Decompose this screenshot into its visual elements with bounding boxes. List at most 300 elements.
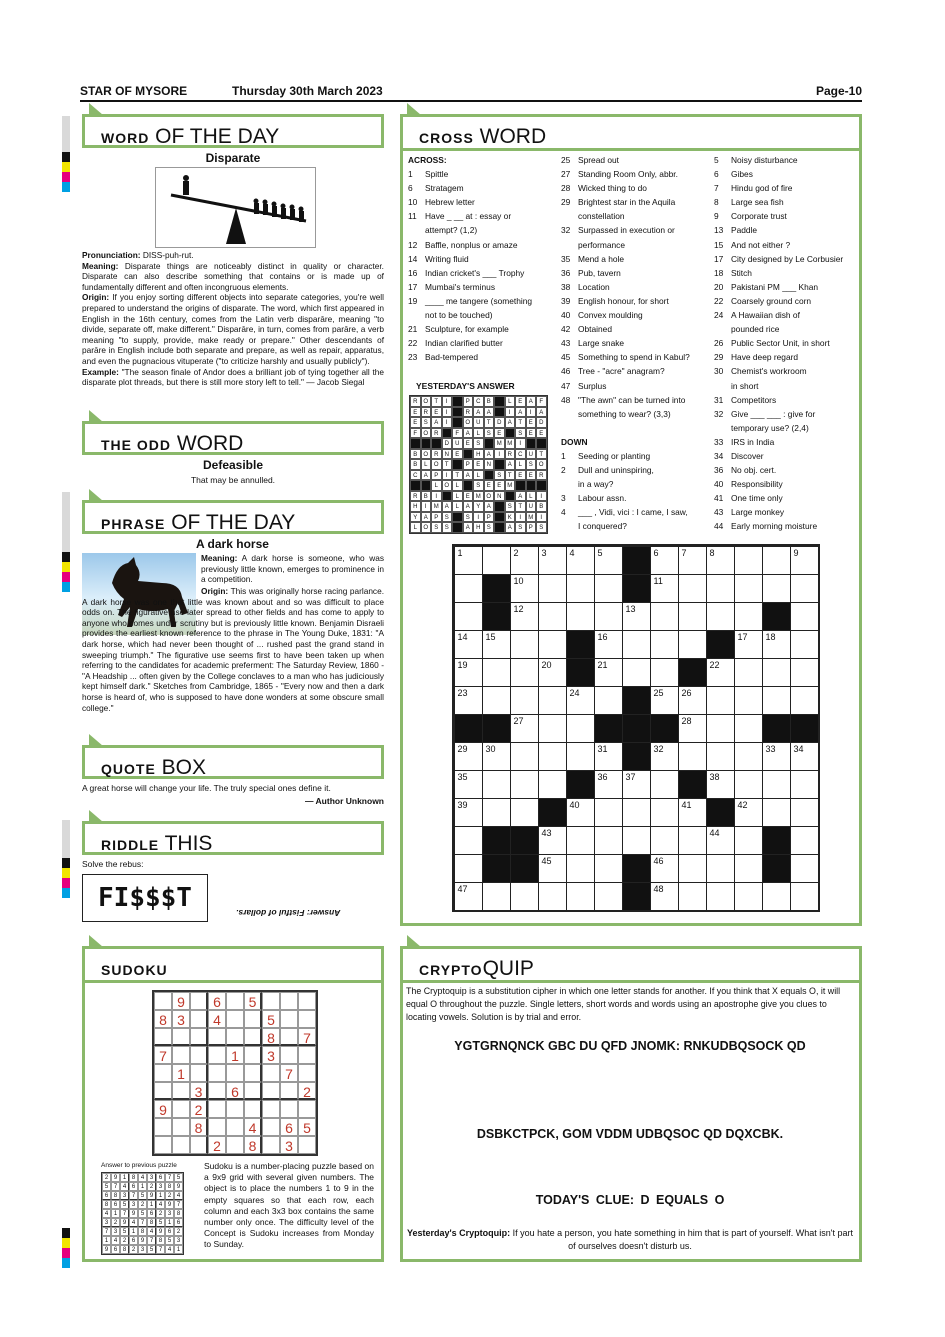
answer-cell: O — [421, 449, 432, 460]
cell-number: 46 — [653, 855, 664, 866]
sudoku-cell[interactable] — [190, 992, 208, 1010]
sudoku-cell[interactable] — [190, 1136, 208, 1154]
answer-cell: L — [452, 480, 463, 491]
sudoku-cell[interactable] — [208, 1064, 226, 1082]
answer-cell — [442, 491, 453, 502]
grid-cell[interactable] — [762, 658, 791, 687]
sudoku-cell[interactable] — [262, 992, 280, 1010]
grid-cell[interactable] — [734, 574, 763, 603]
grid-cell[interactable] — [510, 574, 539, 603]
grid-cell[interactable] — [482, 770, 511, 799]
clue-number — [561, 407, 578, 421]
grid-cell[interactable] — [454, 742, 483, 771]
sudoku-cell[interactable] — [244, 1028, 262, 1046]
grid-cell[interactable] — [594, 826, 623, 855]
grid-cell[interactable] — [790, 770, 819, 799]
grid-cell[interactable] — [762, 742, 791, 771]
previous-cell: 8 — [147, 1218, 156, 1227]
grid-cell[interactable] — [594, 602, 623, 631]
grid-cell[interactable] — [538, 882, 567, 911]
clue-text: Obtained — [578, 324, 612, 335]
previous-cell: 2 — [147, 1182, 156, 1191]
sudoku-cell[interactable] — [172, 1100, 190, 1118]
grid-cell — [762, 714, 791, 743]
sudoku-cell[interactable] — [172, 1136, 190, 1154]
sudoku-cell[interactable] — [172, 1046, 190, 1064]
sudoku-cell[interactable] — [262, 1100, 280, 1118]
grid-cell[interactable] — [734, 854, 763, 883]
sudoku-cell[interactable] — [244, 1100, 262, 1118]
crossword-clues-col1 — [408, 153, 556, 364]
grid-cell[interactable] — [762, 798, 791, 827]
grid-cell[interactable] — [622, 602, 651, 631]
grid-cell[interactable] — [594, 742, 623, 771]
rebus-box — [82, 874, 208, 922]
sudoku-cell[interactable] — [208, 1100, 226, 1118]
sudoku-cell[interactable] — [226, 1136, 244, 1154]
sudoku-cell[interactable] — [154, 1028, 172, 1046]
cryptoquip-yesterday: Yesterday's Cryptoquip: If you hate a person, you hate something in him that is part of yourself. What isn't part of ourselves doesn't disturb us. — [406, 1228, 854, 1251]
answer-cell: M — [494, 438, 505, 449]
grid-cell[interactable] — [510, 686, 539, 715]
clue-item — [714, 449, 859, 463]
previous-cell: 6 — [165, 1227, 174, 1236]
grid-cell[interactable] — [790, 602, 819, 631]
clue-item — [408, 280, 556, 294]
phrase-meaning: Meaning: A dark horse is someone, who was previously little known, emerges to prominence in a competition. — [201, 553, 384, 585]
grid-cell[interactable] — [762, 630, 791, 659]
previous-cell: 9 — [174, 1182, 183, 1191]
grid-cell[interactable] — [790, 742, 819, 771]
grid-cell[interactable] — [790, 798, 819, 827]
answer-cell: A — [515, 407, 526, 418]
grid-cell[interactable] — [510, 882, 539, 911]
sudoku-cell[interactable] — [262, 1064, 280, 1082]
clue-item — [561, 350, 711, 364]
answer-cell: A — [463, 522, 474, 533]
grid-cell[interactable] — [678, 854, 707, 883]
grid-cell[interactable] — [734, 770, 763, 799]
grid-cell[interactable] — [790, 546, 819, 575]
grid-cell[interactable] — [510, 770, 539, 799]
grid-cell[interactable] — [706, 770, 735, 799]
clue-number: 36 — [714, 465, 724, 476]
answer-cell: A — [473, 407, 484, 418]
grid-cell[interactable] — [650, 574, 679, 603]
clue-text: Competitors — [731, 394, 777, 405]
grid-cell[interactable] — [734, 658, 763, 687]
clue-text: attempt? (1,2) — [425, 225, 478, 236]
grid-cell[interactable] — [510, 742, 539, 771]
grid-cell[interactable] — [678, 714, 707, 743]
clue-text: ___ , Vidi, vici : I came, I saw, — [578, 507, 688, 518]
sudoku-cell[interactable] — [280, 1028, 298, 1046]
grid-cell[interactable] — [538, 546, 567, 575]
sudoku-cell[interactable] — [226, 1118, 244, 1136]
answer-cell: I — [536, 512, 547, 523]
grid-cell[interactable] — [790, 574, 819, 603]
answer-cell: S — [536, 522, 547, 533]
clue-text: "The awn" can be turned into — [578, 394, 686, 405]
riddle-box — [82, 821, 384, 855]
previous-cell: 9 — [156, 1227, 165, 1236]
sudoku-cell[interactable] — [298, 1100, 316, 1118]
answer-cell: H — [473, 522, 484, 533]
grid-cell[interactable] — [566, 854, 595, 883]
clue-item — [714, 280, 859, 294]
sudoku-cell[interactable] — [244, 1046, 262, 1064]
grid-cell[interactable] — [510, 798, 539, 827]
sudoku-cell[interactable] — [190, 1010, 208, 1028]
answer-cell — [526, 480, 537, 491]
grid-cell[interactable] — [594, 770, 623, 799]
sudoku-cell[interactable] — [280, 1010, 298, 1028]
answer-cell: L — [452, 501, 463, 512]
clue-text: Wicked thing to do — [578, 183, 647, 194]
cell-number: 32 — [653, 743, 664, 754]
grid-cell[interactable] — [622, 630, 651, 659]
grid-cell[interactable] — [790, 854, 819, 883]
previous-cell: 8 — [165, 1182, 174, 1191]
previous-cell: 4 — [147, 1227, 156, 1236]
clue-number: 46 — [561, 366, 571, 377]
grid-cell[interactable] — [622, 798, 651, 827]
sudoku-cell[interactable] — [280, 1082, 298, 1100]
grid-cell[interactable] — [678, 798, 707, 827]
grid-cell[interactable] — [454, 826, 483, 855]
clue-item — [714, 167, 859, 181]
grid-cell[interactable] — [538, 714, 567, 743]
grid-cell[interactable] — [650, 742, 679, 771]
grid-cell[interactable] — [678, 546, 707, 575]
previous-cell: 8 — [102, 1200, 111, 1209]
answer-cell: L — [421, 459, 432, 470]
grid-cell[interactable] — [650, 826, 679, 855]
grid-cell[interactable] — [454, 602, 483, 631]
grid-cell[interactable] — [454, 546, 483, 575]
sudoku-cell[interactable] — [226, 992, 244, 1010]
grid-cell[interactable] — [454, 630, 483, 659]
grid-cell[interactable] — [762, 882, 791, 911]
grid-cell[interactable] — [566, 798, 595, 827]
grid-cell[interactable] — [538, 574, 567, 603]
grid-cell[interactable] — [650, 686, 679, 715]
grid-cell[interactable] — [454, 574, 483, 603]
grid-cell[interactable] — [706, 602, 735, 631]
grid-cell[interactable] — [650, 658, 679, 687]
clue-number: 44 — [714, 521, 724, 532]
cell-number: 33 — [765, 743, 776, 754]
grid-cell[interactable] — [594, 658, 623, 687]
grid-cell[interactable] — [622, 658, 651, 687]
grid-cell[interactable] — [482, 658, 511, 687]
grid-cell[interactable] — [622, 770, 651, 799]
sudoku-cell[interactable] — [154, 1064, 172, 1082]
grid-cell[interactable] — [762, 770, 791, 799]
grid-cell[interactable] — [454, 798, 483, 827]
clue-item — [561, 407, 711, 421]
sudoku-cell[interactable] — [244, 1064, 262, 1082]
grid-cell[interactable] — [650, 630, 679, 659]
grid-cell[interactable] — [734, 602, 763, 631]
cell-number: 26 — [681, 687, 692, 698]
answer-cell: O — [421, 396, 432, 407]
grid-cell[interactable] — [566, 602, 595, 631]
grid-cell[interactable] — [790, 630, 819, 659]
sudoku-cell[interactable] — [208, 1046, 226, 1064]
grid-cell — [650, 714, 679, 743]
grid-cell — [594, 714, 623, 743]
grid-cell[interactable] — [650, 546, 679, 575]
grid-cell[interactable] — [538, 770, 567, 799]
sudoku-cell[interactable] — [244, 1082, 262, 1100]
previous-cell: 9 — [138, 1236, 147, 1245]
sudoku-cell[interactable] — [172, 1082, 190, 1100]
clue-number: 4 — [561, 507, 566, 518]
grid-cell[interactable] — [510, 546, 539, 575]
clue-item — [561, 477, 711, 491]
sudoku-cell[interactable] — [172, 1118, 190, 1136]
grid-cell[interactable] — [706, 686, 735, 715]
grid-cell[interactable] — [706, 742, 735, 771]
grid-cell[interactable] — [650, 882, 679, 911]
clue-text: Chemist's workroom — [731, 366, 807, 377]
answer-cell — [421, 438, 432, 449]
grid-cell — [482, 602, 511, 631]
clue-item — [714, 364, 859, 378]
sudoku-cell[interactable] — [190, 1064, 208, 1082]
grid-cell[interactable] — [594, 574, 623, 603]
grid-cell[interactable] — [482, 798, 511, 827]
answer-cell: D — [494, 417, 505, 428]
grid-cell[interactable] — [566, 686, 595, 715]
sudoku-cell: 5 — [262, 1010, 280, 1028]
previous-cell: 1 — [102, 1236, 111, 1245]
cell-number: 10 — [513, 575, 524, 586]
grid-cell[interactable] — [734, 686, 763, 715]
clue-text: Bad-tempered — [425, 352, 479, 363]
sudoku-cell[interactable] — [172, 1028, 190, 1046]
grid-cell[interactable] — [538, 854, 567, 883]
answer-cell: M — [505, 480, 516, 491]
word-of-day-body: Pronunciation: DISS-puh-rut. Meaning: Disparate things are noticeably distinct in quality or character. Disparate can also describe something that contains or is made up of fundamentally different and often incongruous elements. Origin: If you enjoy sorting different objects into separate categories, you're well prepared to understand the origins of disparate. The word, which first appeared in English in the 16th century, comes from the Latin verb disparāre, meaning "to divide, separate off, make different." Disparāre, in turn, comes from parāre, a verb meaning "to supply, provide, make ready or prepare." Other descendants of parāre in English include both separate and prepare, as well as repair, apparatus, and even the pugnacious vituperate ("to criticize harshly and usually publicly"). Example: "The season finale of Andor does a brilliant job of tying together all the disparate plot threads, but there is still more story left to tell." — Jacob Siegal — [82, 250, 384, 388]
grid-cell[interactable] — [734, 714, 763, 743]
answer-cell: S — [505, 501, 516, 512]
answer-cell: U — [452, 438, 463, 449]
sudoku-cell[interactable] — [280, 1100, 298, 1118]
grid-cell[interactable] — [734, 742, 763, 771]
grid-cell[interactable] — [482, 686, 511, 715]
clue-item — [408, 223, 556, 237]
sudoku-cell[interactable] — [298, 1046, 316, 1064]
grid-cell[interactable] — [734, 630, 763, 659]
grid-cell[interactable] — [482, 882, 511, 911]
grid-cell[interactable] — [538, 742, 567, 771]
sudoku-cell[interactable] — [298, 1064, 316, 1082]
clue-item — [714, 505, 859, 519]
sudoku-cell[interactable] — [280, 992, 298, 1010]
cell-number: 11 — [653, 575, 663, 586]
sudoku-cell[interactable] — [190, 1046, 208, 1064]
clue-text: Surpassed in execution or — [578, 225, 675, 236]
grid-cell[interactable] — [678, 882, 707, 911]
grid-cell[interactable] — [538, 658, 567, 687]
grid-cell[interactable] — [734, 826, 763, 855]
answer-cell: B — [421, 491, 432, 502]
previous-cell: 5 — [138, 1209, 147, 1218]
grid-cell — [622, 882, 651, 911]
grid-cell[interactable] — [594, 798, 623, 827]
answer-cell: L — [431, 480, 442, 491]
grid-cell[interactable] — [650, 798, 679, 827]
grid-cell[interactable] — [790, 826, 819, 855]
down-label: DOWN — [561, 436, 588, 447]
clue-text: Give ___ ___ : give for — [731, 408, 816, 419]
grid-cell — [510, 854, 539, 883]
grid-cell[interactable] — [650, 602, 679, 631]
cell-number: 3 — [541, 547, 547, 558]
sudoku-cell[interactable] — [280, 1046, 298, 1064]
cell-number: 47 — [457, 883, 468, 894]
grid-cell[interactable] — [678, 686, 707, 715]
grid-cell[interactable] — [510, 602, 539, 631]
grid-cell[interactable] — [566, 714, 595, 743]
grid-cell[interactable] — [678, 630, 707, 659]
grid-cell[interactable] — [650, 854, 679, 883]
grid-cell[interactable] — [594, 686, 623, 715]
grid-cell[interactable] — [454, 686, 483, 715]
grid-cell[interactable] — [594, 630, 623, 659]
grid-cell[interactable] — [790, 686, 819, 715]
grid-cell[interactable] — [566, 826, 595, 855]
answer-cell: N — [484, 459, 495, 470]
grid-cell[interactable] — [538, 826, 567, 855]
answer-cell — [484, 470, 495, 481]
sudoku-cell[interactable] — [226, 1064, 244, 1082]
grid-cell[interactable] — [510, 630, 539, 659]
sudoku-cell[interactable] — [154, 1082, 172, 1100]
grid-cell[interactable] — [454, 882, 483, 911]
grid-cell[interactable] — [566, 882, 595, 911]
grid-cell[interactable] — [482, 546, 511, 575]
grid-cell[interactable] — [706, 658, 735, 687]
grid-cell[interactable] — [454, 658, 483, 687]
clue-text: Stratagem — [425, 183, 464, 194]
clue-text: Location — [578, 281, 610, 292]
sudoku-cell[interactable] — [154, 992, 172, 1010]
grid-cell[interactable] — [734, 882, 763, 911]
grid-cell[interactable] — [706, 882, 735, 911]
sudoku-cell[interactable] — [262, 1118, 280, 1136]
grid-cell[interactable] — [482, 630, 511, 659]
grid-cell[interactable] — [706, 574, 735, 603]
grid-cell[interactable] — [482, 742, 511, 771]
sudoku-cell[interactable] — [208, 1028, 226, 1046]
previous-cell: 1 — [129, 1227, 138, 1236]
grid-cell — [622, 714, 651, 743]
clue-number: 6 — [714, 169, 719, 180]
grid-cell[interactable] — [538, 686, 567, 715]
grid-cell[interactable] — [538, 630, 567, 659]
answer-cell — [536, 438, 547, 449]
clue-number: 3 — [561, 493, 566, 504]
answer-cell — [452, 512, 463, 523]
grid-cell[interactable] — [594, 546, 623, 575]
cryptoquip-intro: The Cryptoquip is a substitution cipher in which one letter stands for another. If you think that X equals O, it will equal O throughout the puzzle. Single letters, short words and words using an apostrophe give you clues to locating vowels. Solution is by trial and error. — [406, 986, 841, 1022]
answer-cell: C — [410, 470, 421, 481]
grid-cell[interactable] — [678, 602, 707, 631]
sudoku-cell[interactable] — [298, 1010, 316, 1028]
grid-cell[interactable] — [734, 546, 763, 575]
grid-cell[interactable] — [566, 742, 595, 771]
sudoku-cell[interactable] — [190, 1028, 208, 1046]
clue-text: Noisy disturbance — [731, 155, 798, 165]
grid-cell[interactable] — [650, 770, 679, 799]
grid-cell[interactable] — [454, 854, 483, 883]
odd-word-box — [82, 421, 384, 455]
grid-cell[interactable] — [678, 826, 707, 855]
grid-cell[interactable] — [454, 770, 483, 799]
grid-cell[interactable] — [706, 854, 735, 883]
grid-cell[interactable] — [594, 882, 623, 911]
grid-cell[interactable] — [762, 574, 791, 603]
grid-cell[interactable] — [678, 574, 707, 603]
grid-cell[interactable] — [706, 826, 735, 855]
grid-cell[interactable] — [790, 882, 819, 911]
grid-cell[interactable] — [538, 602, 567, 631]
clue-number — [714, 379, 731, 393]
grid-cell[interactable] — [678, 742, 707, 771]
sudoku-cell[interactable] — [262, 1136, 280, 1154]
registration-marks-mid — [62, 492, 70, 592]
sudoku-cell[interactable] — [244, 1010, 262, 1028]
answer-cell: I — [442, 470, 453, 481]
sudoku-cell[interactable] — [298, 992, 316, 1010]
grid-cell[interactable] — [762, 546, 791, 575]
answer-cell: T — [484, 417, 495, 428]
grid-cell[interactable] — [510, 658, 539, 687]
grid-cell[interactable] — [790, 658, 819, 687]
clue-text: temporary use? (2,4) — [731, 422, 809, 433]
grid-cell[interactable] — [510, 714, 539, 743]
grid-cell[interactable] — [622, 826, 651, 855]
sudoku-cell[interactable] — [208, 1118, 226, 1136]
cell-number: 34 — [793, 743, 804, 754]
clue-item — [408, 195, 556, 209]
grid-cell[interactable] — [706, 714, 735, 743]
sudoku-cell[interactable] — [154, 1118, 172, 1136]
grid-cell — [762, 602, 791, 631]
grid-cell[interactable] — [706, 546, 735, 575]
sudoku-cell[interactable] — [298, 1136, 316, 1154]
sudoku-cell[interactable] — [226, 1028, 244, 1046]
clue-number: 6 — [408, 183, 413, 194]
grid-cell[interactable] — [734, 798, 763, 827]
grid-cell[interactable] — [762, 686, 791, 715]
sudoku-cell[interactable] — [154, 1136, 172, 1154]
clue-number: 13 — [714, 225, 724, 236]
sudoku-cell[interactable] — [208, 1082, 226, 1100]
answer-cell — [452, 522, 463, 533]
grid-cell[interactable] — [566, 546, 595, 575]
grid-cell[interactable] — [594, 854, 623, 883]
sudoku-cell[interactable] — [226, 1100, 244, 1118]
sudoku-cell[interactable] — [262, 1082, 280, 1100]
grid-cell[interactable] — [566, 574, 595, 603]
cryptoquip-title: CRYPTOQUIP — [419, 957, 534, 980]
cell-number: 35 — [457, 771, 468, 782]
sudoku-cell[interactable] — [226, 1010, 244, 1028]
